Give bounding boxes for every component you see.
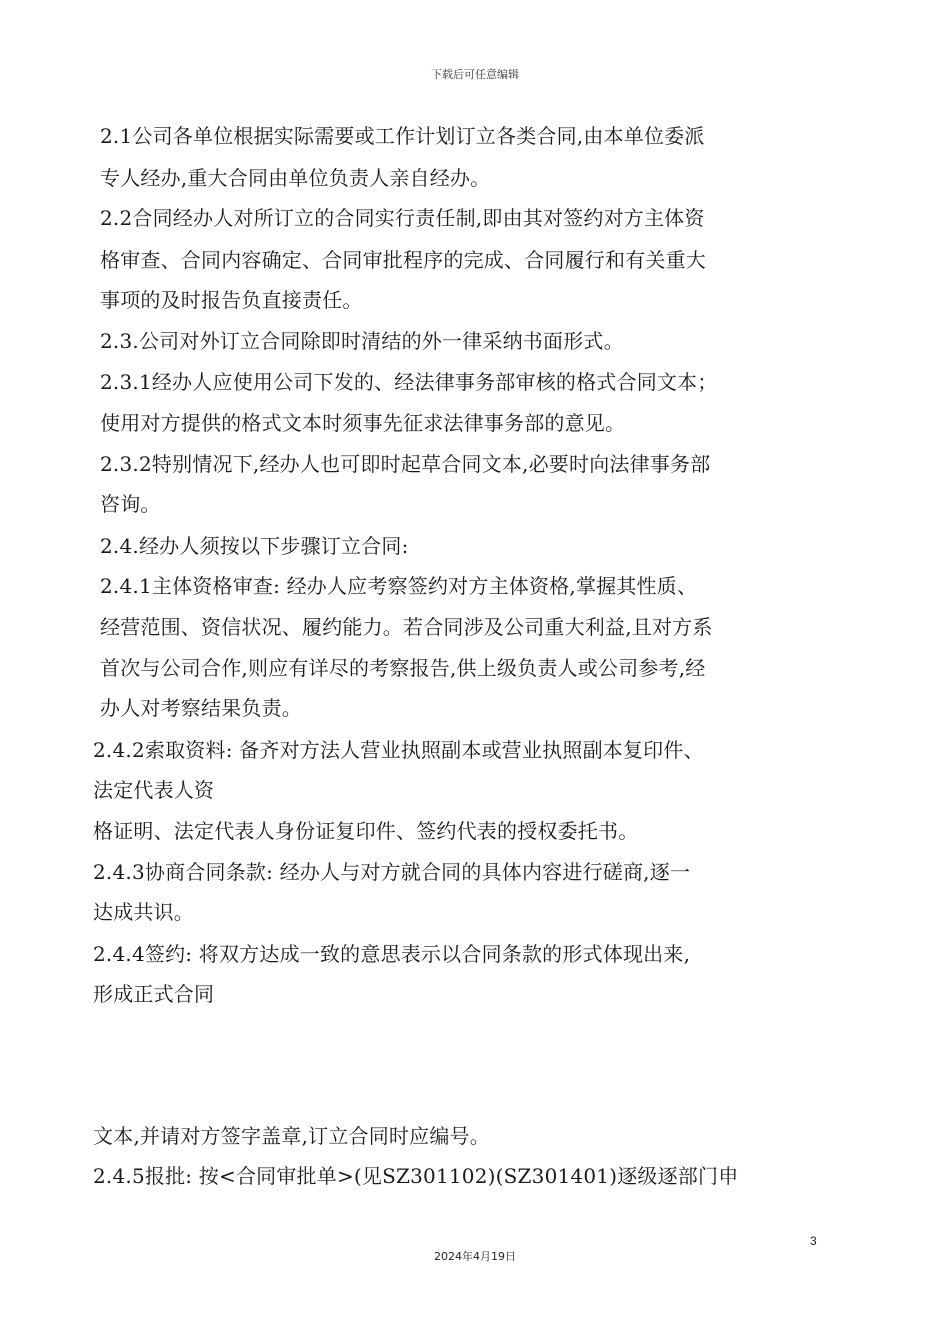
text-line: 格审查、合同内容确定、合同审批程序的完成、合同履行和有关重大 [100, 248, 706, 272]
text-line: 法定代表人资 [93, 778, 215, 802]
text-line: 形成正式合同 [93, 982, 215, 1006]
text-line: 2.4.5报批: 按<合同审批单>(见SZ301102)(SZ301401)逐级逐部门申 [93, 1164, 739, 1188]
text-line: 2.4.经办人须按以下步骤订立合同: [100, 534, 409, 558]
text-line: 2.1公司各单位根据实际需要或工作计划订立各类合同,由本单位委派 [100, 124, 705, 148]
text-line: 咨询。 [100, 492, 161, 516]
text-line: 2.3.1经办人应使用公司下发的、经法律事务部审核的格式合同文本； [100, 370, 718, 394]
text-line: 2.3.公司对外订立合同除即时清结的外一律采纳书面形式。 [100, 329, 624, 353]
text-line: 达成共识。 [93, 900, 194, 924]
text-line: 2.4.2索取资料: 备齐对方法人营业执照副本或营业执照副本复印件、 [93, 738, 704, 762]
text-line: 办人对考察结果负责。 [100, 696, 302, 720]
text-line: 经营范围、资信状况、履约能力。若合同涉及公司重大利益,且对方系 [100, 615, 713, 639]
text-line: 2.2合同经办人对所订立的合同实行责任制,即由其对签约对方主体资 [100, 206, 705, 230]
page-footer-date: 2024年4月19日 [434, 1250, 516, 1263]
text-line: 2.4.1主体资格审查: 经办人应考察签约对方主体资格,掌握其性质、 [100, 574, 698, 598]
text-line: 首次与公司合作,则应有详尽的考察报告,供上级负责人或公司参考,经 [100, 656, 706, 680]
page-header: 下载后可任意编辑 [431, 68, 519, 81]
text-line: 文本,并请对方签字盖章,订立合同时应编号。 [93, 1124, 490, 1148]
text-line: 专人经办,重大合同由单位负责人亲自经办。 [100, 166, 491, 190]
text-line: 使用对方提供的格式文本时须事先征求法律事务部的意见。 [100, 411, 626, 435]
text-line: 格证明、法定代表人身份证复印件、签约代表的授权委托书。 [93, 819, 639, 843]
text-line: 2.4.3协商合同条款: 经办人与对方就合同的具体内容进行磋商,逐一 [93, 860, 691, 884]
text-line: 2.3.2特别情况下,经办人也可即时起草合同文本,必要时向法律事务部 [100, 452, 711, 476]
text-line: 事项的及时报告负直接责任。 [100, 288, 363, 312]
page-number: 3 [810, 1234, 817, 1248]
text-line: 2.4.4签约: 将双方达成一致的意思表示以合同条款的形式体现出来, [93, 942, 691, 966]
